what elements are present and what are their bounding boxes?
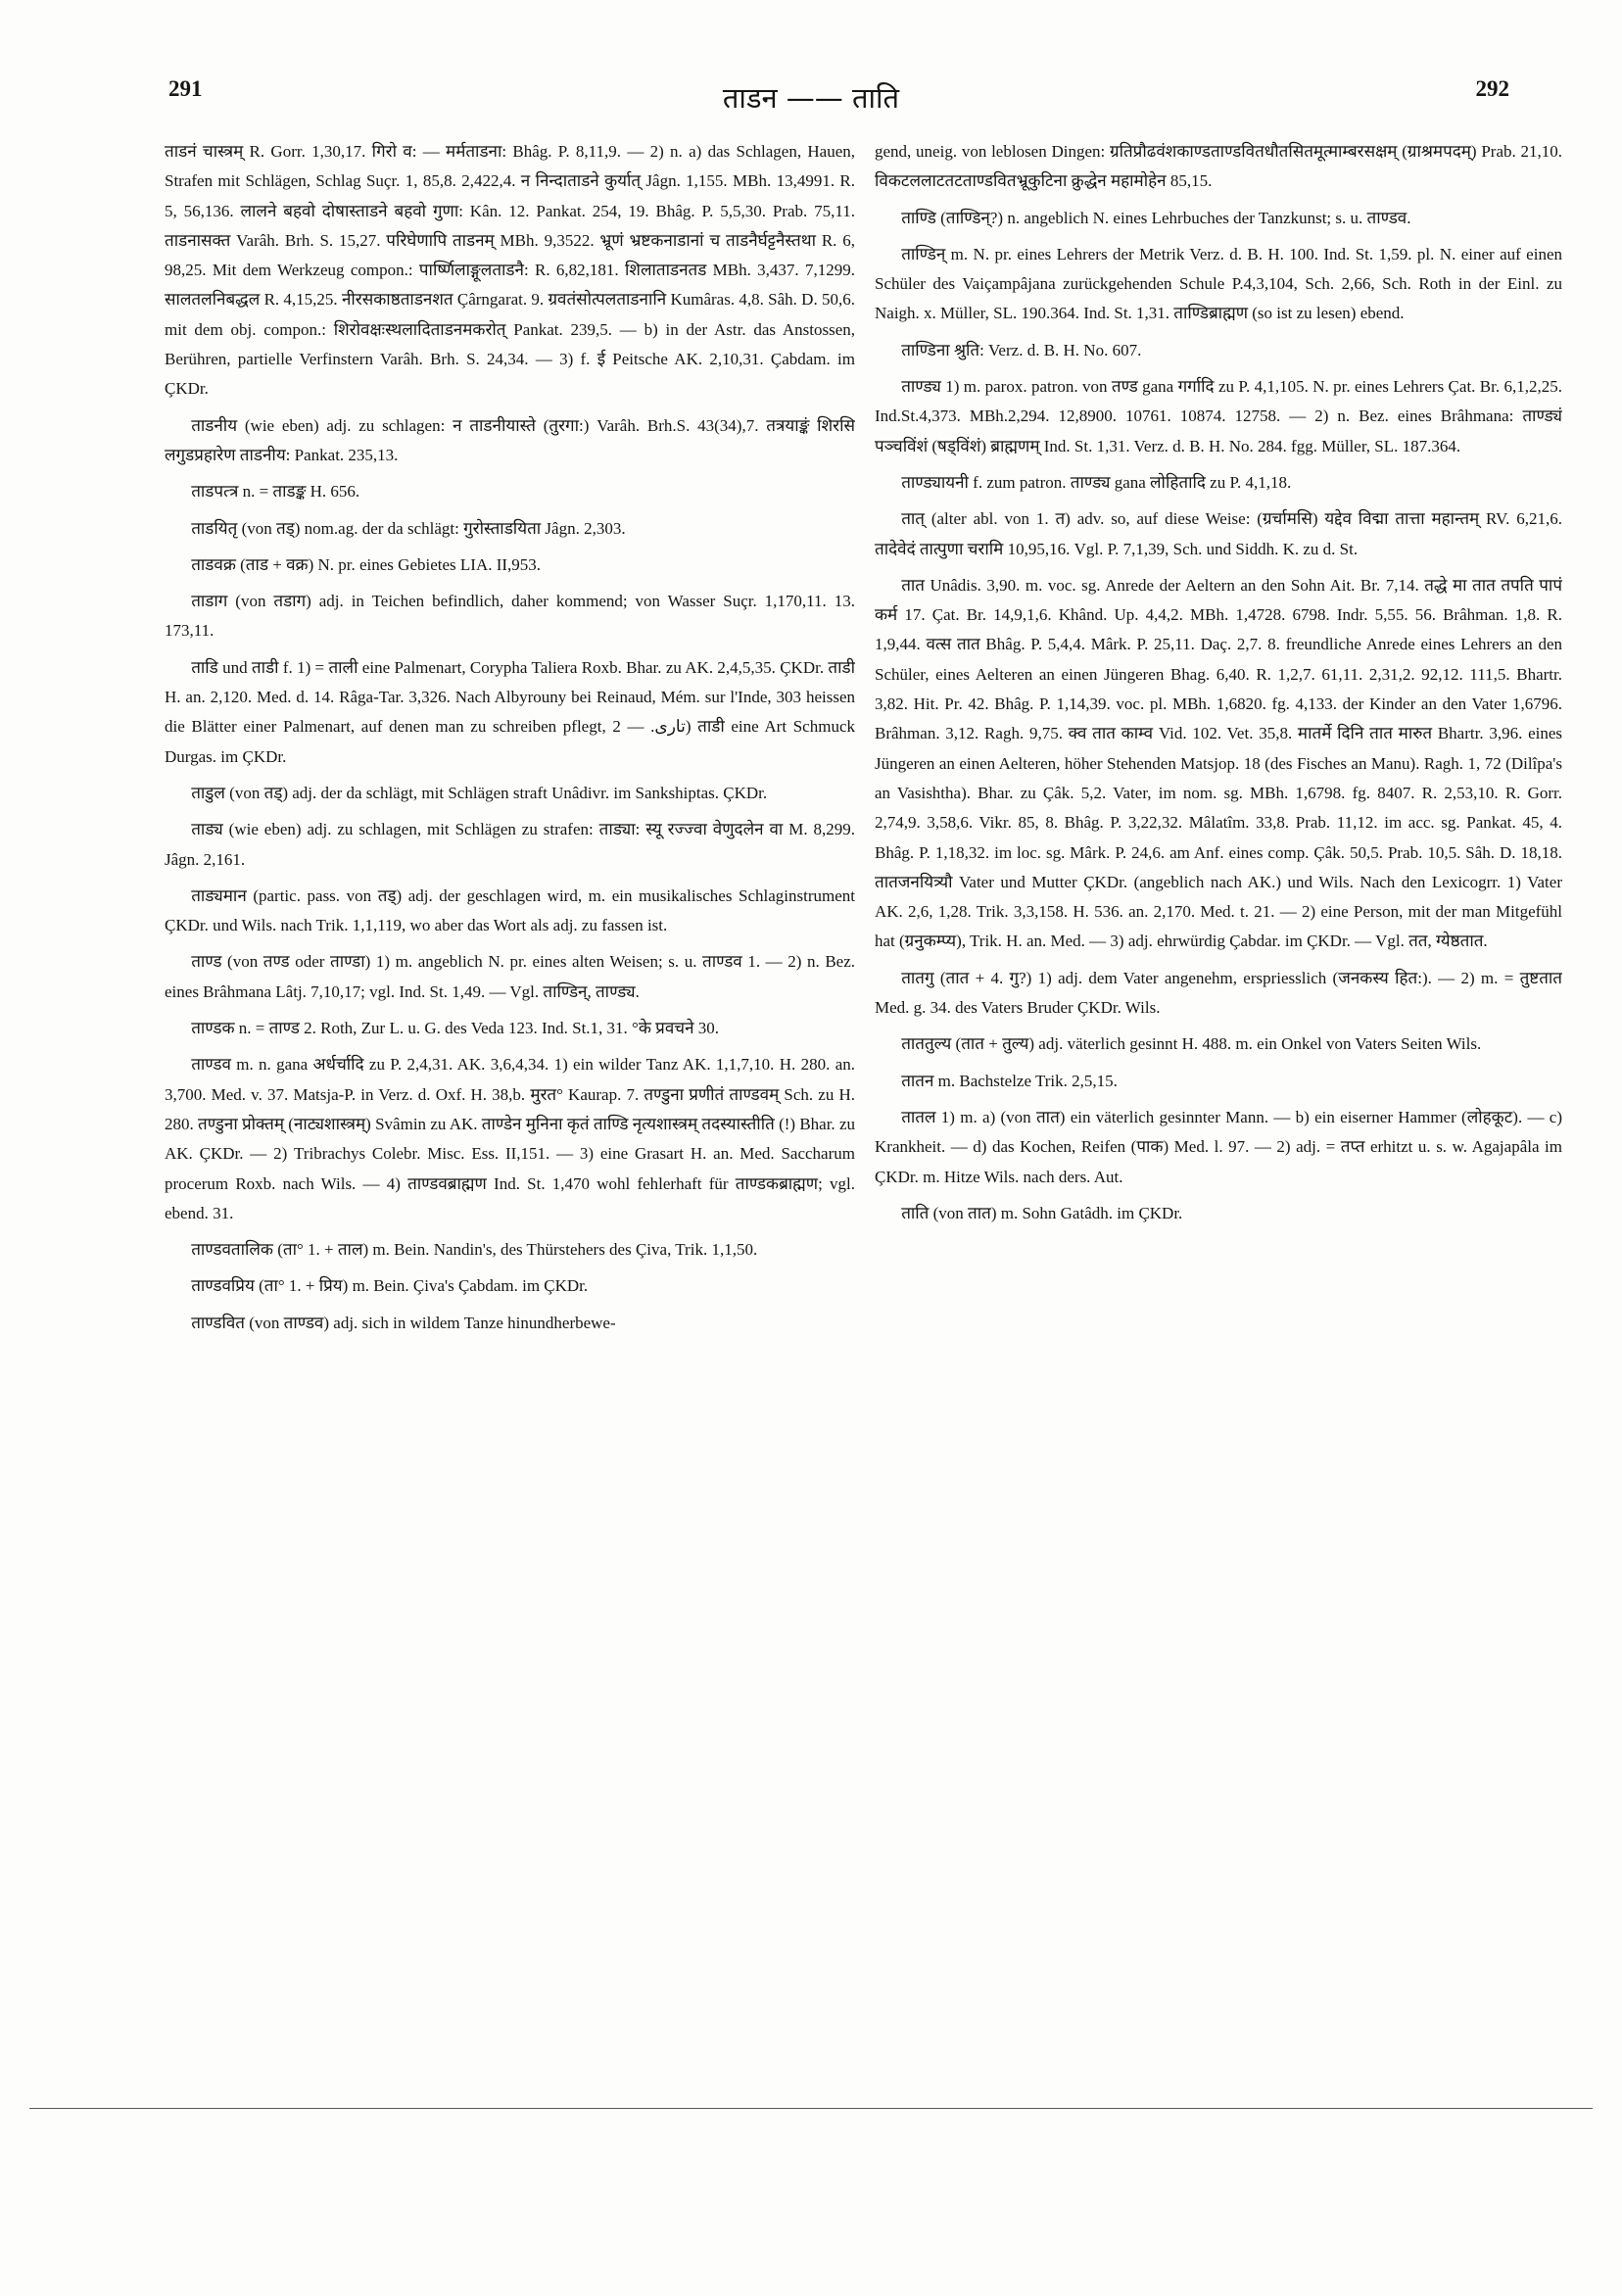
dictionary-entry: ताडुल (von तड्) adj. der da schlägt, mit Schlägen straft Unâdivr. im Sankshiptas. ÇKDr. [191,783,768,802]
dictionary-entry: ताण्डवित (von ताण्डव) adj. sich in wildem Tanze hinundherbewe- [191,1313,616,1332]
dictionary-entry: ताडपत्त्र n. = ताडङ्क H. 656. [191,482,360,502]
running-head: ताडन —— ताति [722,81,900,115]
dictionary-entry: तातन m. Bachstelze Trik. 2,5,15. [901,1071,1118,1090]
page-number-left: 291 [168,76,203,101]
left-column [165,137,855,2106]
dictionary-entry: ताति (von तात) m. Sohn Gatâdh. im ÇKDr. [901,1203,1183,1222]
dictionary-entry: ताण्डव m. n. gana अर्धर्चादि zu P. 2,4,31. AK. 3,6,4,34. 1) ein wilder Tanz AK. 1,1,7,10. H. 280. an. 3,700. Med. v. 37. Matsja-P. in Verz. d. Oxf. H. 38,b. मुरत° Kaurap. 7. तण्डुना प्रणीतं ताण्डवम् Sch. zu H. 280. तण्डुना प्रोक्तम् (नाट्यशास्त्रम्) Svâmin zu AK. ताण्डेन मुनिना कृतं ताण्डि नृत्यशास्त्रम् तदस्यास्तीति (!) Bhar. zu AK. ÇKDr. — 2) Tribrachys Colebr. Misc. Ess. II,151. — 3) eine Grasart H. an. Med. Saccharum procerum Roxb. nach Wils. — 4) ताण्डवब्राह्मण Ind. St. 1,470 wohl fehlerhaft für ताण्डकब्राह्मण; vgl. ebend. 31. [165,1055,855,1222]
dictionary-entry: ताण्डक n. = ताण्ड 2. Roth, Zur L. u. G. des Veda 123. Ind. St.1, 31. °के प्रवचने 30. [191,1019,720,1038]
dictionary-entry: ताण्डि (ताण्डिन्?) n. angeblich N. eines Lehrbuches der Tanzkunst; s. u. ताण्डव. [901,208,1411,227]
dictionary-entry: ताडवक्र (ताड + वक्र) N. pr. eines Gebietes LIA. II,953. [191,554,542,574]
dictionary-entry: ताततुल्य (तात + तुल्य) adj. väterlich gesinnt H. 488. m. ein Onkel von Vaters Seiten Wils. [901,1034,1482,1054]
dictionary-entry: ताण्ड (von तण्ड oder ताण्डा) 1) m. angeblich N. pr. eines alten Weisen; s. u. ताण्डव 1. — 2) n. Bez. eines Brâhmana Lâtj. 7,10,17; vgl. Ind. St. 1,49. — Vgl. ताण्डिन्, ताण्ड्य. [165,952,855,1001]
bottom-rule [29,2108,1593,2109]
page-number-right: 292 [1475,76,1509,101]
dictionary-entry: ताण्डवतालिक (ता° 1. + ताल) m. Bein. Nandin's, des Thürstehers des Çiva, Trik. 1,1,50. [191,1240,758,1260]
dictionary-entry: ताड्य (wie eben) adj. zu schlagen, mit Schlägen zu strafen: ताड्या: स्यू रज्ज्वा वेणुदलेन वा M. 8,299. Jâgn. 2,161. [165,820,855,869]
dictionary-entry: ताडयितृ (von तड्) nom.ag. der da schlägt: गुरोस्ताडयिता Jâgn. 2,303. [191,518,626,538]
dictionary-entry: ताड्यमान (partic. pass. von तड्) adj. der geschlagen wird, m. ein musikalisches Schlaginstrument ÇKDr. und Wils. nach Trik. 1,1,119, wo aber das Wort als adj. zu fassen ist. [165,885,855,935]
dictionary-entry: ताडि und ताडी f. 1) = ताली eine Palmenart, Corypha Taliera Roxb. Bhar. zu AK. 2,4,5,35. ÇKDr. ताडी H. an. 2,120. Med. d. 14. Râga-Tar. 3,326. Nach Albyrouny bei Reinaud, Mém. sur l'Inde, 303 heissen die Blätter einer Palmenart, auf denen man zu schreiben pflegt, تاری. — 2) ताडी eine Art Schmuck Durgas. im ÇKDr. [165,657,855,766]
dictionary-entry: ताण्ड्य 1) m. parox. patron. von तण्ड gana गर्गादि zu P. 4,1,105. N. pr. eines Lehrers Çat. Br. 6,1,2,25. Ind.St.4,373. MBh.2,294. 12,8900. 10761. 10874. 12758. — 2) n. Bez. eines Brâhmana: ताण्ड्यं पञ्चविंशं (षड्विंशं) ब्राह्मणम् Ind. St. 1,31. Verz. d. B. H. No. 284. fgg. Müller, SL. 187.364. [875,377,1562,455]
dictionary-entry: ताडनीय (wie eben) adj. zu schlagen: न ताडनीयास्ते (तुरगा:) Varâh. Brh.S. 43(34),7. तत्रयाङ्कं शिरसि लगुडप्रहारेण ताडनीय: Pankat. 235,13. [165,415,855,464]
dictionary-entry: ताण्डवप्रिय (ता° 1. + प्रिय) m. Bein. Çiva's Çabdam. im ÇKDr. [191,1276,589,1296]
dictionary-entry: तातगु (तात + 4. गु?) 1) adj. dem Vater angenehm, erspriesslich (जनकस्य हित:). — 2) m. = तुष्टतात Med. g. 34. des Vaters Bruder ÇKDr. Wils. [875,968,1562,1018]
dictionary-entry: ताण्डिन् m. N. pr. eines Lehrers der Metrik Verz. d. B. H. 100. Ind. St. 1,59. pl. N. einer auf einen Schüler des Vaiçampâjana zurückgehenden Schule P.4,3,104, Sch. 2,66, Sch. Roth in der Einl. zu Naigh. x. Müller, SL. 190.364. Ind. St. 1,31. ताण्डिब्राह्मण (so ist zu lesen) ebend. [875,244,1562,323]
dictionary-entry: gend, uneig. von leblosen Dingen: ग्रतिप्रौढवंशकाण्डताण्डवितधौतसितमूत्माम्बरसक्षम् (ग्राश्रमपदम्) Prab. 21,10. विकटललाटतटताण्डवितभ्रूकुटिना क्रुद्धेन महामोहेन 85,15. [875,142,1562,191]
dictionary-entry: तात् (alter abl. von 1. त) adv. so, auf diese Weise: (ग्रर्चामसि) यद्देव विद्मा तात्ता महान्तम् RV. 6,21,6. तादेवेदं तात्पुणा चरामि 10,95,16. Vgl. P. 7,1,39, Sch. und Siddh. K. zu d. St. [875,509,1562,558]
dictionary-entry: ताण्डिना श्रुति: Verz. d. B. H. No. 607. [901,340,1142,359]
dictionary-entry: तातल 1) m. a) (von तात) ein väterlich gesinnter Mann. — b) ein eiserner Hammer (लोहकूट). — c) Krankheit. — d) das Kochen, Reifen (पाक) Med. l. 97. — 2) adj. = तप्त erhitzt u. s. w. Agajapâla im ÇKDr. m. Hitze Wils. nach ders. Aut. [875,1107,1562,1186]
dictionary-entry: तात Unâdis. 3,90. m. voc. sg. Anrede der Aeltern an den Sohn Ait. Br. 7,14. तद्धे मा तात तपति पापं कर्म 17. Çat. Br. 14,9,1,6. Khând. Up. 4,4,2. MBh. 1,4728. 6798. Indr. 5,55. 56. Brâhman. 1,8. R. 1,9,44. वत्स तात Bhâg. P. 5,4,4. Mârk. P. 25,11. Daç. 2,7. 8. freundliche Anrede eines Lehrers an den Schüler, eines Aelteren an einen Jüngeren Bhag. 6,40. R. 1,2,7. 61,11. 2,31,2. 92,12. 111,5. Bhartr. 3,82. Hit. Pr. 42. Bhâg. P. 1,14,39. voc. pl. MBh. 1,6820. fg. 4,133. der Kinder an den Vater 1,6796. Brâhman. 3,12. Ragh. 9,75. क्व तात काम्व Vid. 102. Vet. 35,8. मातर्मे दिनि तात मारुत Bhartr. 3,96. eines Jüngeren an einen Aelteren, höher Stehenden Matsjop. 18 (des Fisches an Manu). Ragh. 1, 72 (Dilîpa's an Vasishtha). Bhar. zu Çâk. 5,2. Vater, im nom. sg. MBh. 1,6798. fg. 8407. R. 2,53,10. R. Gorr. 2,74,9. 3,58,6. Vikr. 85, 8. Bhâg. P. 3,22,32. Mâlatîm. 33,8. Prab. 11,12. im acc. sg. Pankat. 45, 4. Bhâg. P. 1,18,32. im loc. sg. Mârk. P. 24,6. am Anf. eines comp. Çâk. 50,5. Prab. 10,5. Sâh. D. 18,18. तातजनयित्र्यौ Vater und Mutter ÇKDr. (angeblich nach AK.) und Wils. Nach den Lexicogrr. 1) Vater AK. 2,6, 1,28. Trik. 3,3,158. H. 536. an. 2,170. Med. t. 21. — 2) eine Person, mit der man Mitgefühl hat (ग्रनुकम्प्य), Trik. H. an. Med. — 3) adj. ehrwürdig Çabdar. im ÇKDr. — Vgl. तत, ग्येष्ठतात. [875,575,1562,951]
dictionary-entry: ताण्ड्यायनी f. zum patron. ताण्ड्य gana लोहितादि zu P. 4,1,18. [901,472,1292,492]
dictionary-entry: ताडनं चास्त्रम् R. Gorr. 1,30,17. गिरो व: — मर्मताडना: Bhâg. P. 8,11,9. — 2) n. a) das Schlagen, Hauen, Strafen mit Schlägen, Schlag Suçr. 1, 85,8. 2,422,4. न निन्दाताडने कुर्यात् Jâgn. 1,155. MBh. 13,4991. R. 5, 56,136. लालने बहवो दोषास्ताडने बहवो गुणा: Kân. 12. Pankat. 254, 19. Bhâg. P. 5,5,30. Prab. 75,11. ताडनासक्त Varâh. Brh. S. 15,27. परिघेणापि ताडनम् MBh. 9,3522. भ्रूणं भ्रष्टकनाडानां च ताडनैर्घट्टनैस्तथा R. 6, 98,25. Mit dem Werkzeug compon.: पार्ष्णिलाङ्गूलताडनै: R. 6,82,181. शिलाताडनतड MBh. 3,437. 7,1299. सालतलनिबद्धल R. 4,15,25. नीरसकाष्ठताडनशत Çârngarat. 9. ग्रवतंसोत्पलताडनानि Kumâras. 4,8. Sâh. D. 50,6. mit dem obj. compon.: शिरोवक्षःस्थलादिताडनमकरोत् Pankat. 239,5. — b) in der Astr. das Anstossen, Berühren, partielle Verfinstern Varâh. Brh. S. 24,34. — 3) f. ई Peitsche AK. 2,10,31. Çabdam. im ÇKDr. [165,142,855,399]
dictionary-entry: ताडाग (von तडाग) adj. in Teichen befindlich, daher kommend; von Wasser Suçr. 1,170,11. 13. 173,11. [165,592,855,641]
right-column [875,137,1562,2106]
